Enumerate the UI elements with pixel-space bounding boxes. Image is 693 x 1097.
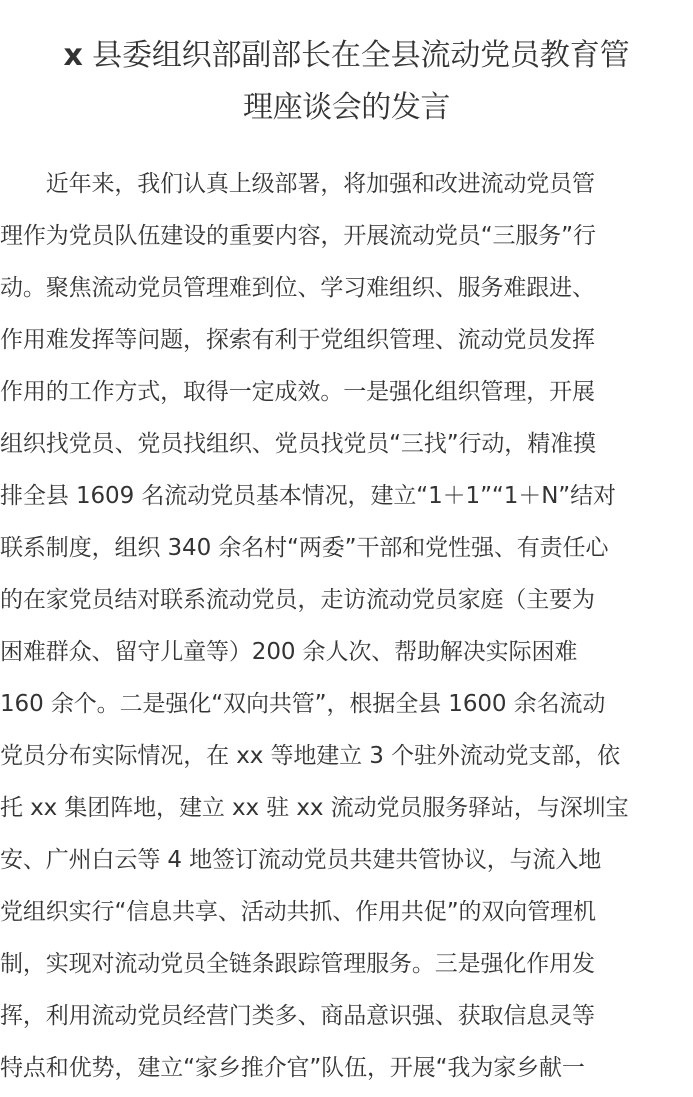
- body-line: 托 xx 集团阵地，建立 xx 驻 xx 流动党员服务驿站，与深圳宝: [0, 795, 629, 821]
- page-title: [0, 30, 693, 134]
- body-line: 160 余个。二是强化“双向共管”，根据全县 1600 余名流动: [0, 691, 606, 717]
- body-line: 作用难发挥等问题，探索有利于党组织管理、流动党员发挥: [0, 327, 595, 353]
- body-line: 党组织实行“信息共享、活动共抓、作用共促”的双向管理机: [0, 899, 596, 925]
- title-line-2: [0, 82, 693, 134]
- body-line: 作用的工作方式，取得一定成效。一是强化组织管理，开展: [0, 379, 595, 405]
- body-line: 理作为党员队伍建设的重要内容，开展流动党员“三服务”行: [0, 223, 596, 249]
- title-line-1: [0, 30, 693, 82]
- body-line: 挥，利用流动党员经营门类多、商品意识强、获取信息灵等: [0, 1003, 595, 1029]
- title-line-1-text: 县委组织部副部长在全县流动党员教育管: [82, 38, 630, 73]
- body-line: 联系制度，组织 340 余名村“两委”干部和党性强、有责任心: [0, 535, 609, 561]
- body-line: 近年来，我们认真上级部署，将加强和改进流动党员管: [0, 171, 595, 197]
- title-line-2-text: 理座谈会的发言: [243, 90, 450, 125]
- body-line: 安、广州白云等 4 地签订流动党员共建共管协议，与流入地: [0, 847, 602, 873]
- body-line: 特点和优势，建立“家乡推介官”队伍，开展“我为家乡献一: [0, 1055, 585, 1081]
- body-line: 的在家党员结对联系流动党员，走访流动党员家庭（主要为: [0, 587, 595, 613]
- body-line: 党员分布实际情况，在 xx 等地建立 3 个驻外流动党支部，依: [0, 743, 621, 769]
- body-line: 排全县 1609 名流动党员基本情况，建立“1＋1”“1＋N”结对: [0, 483, 616, 509]
- body-line: 动。聚焦流动党员管理难到位、学习难组织、服务难跟进、: [0, 275, 595, 301]
- body-line: 困难群众、留守儿童等）200 余人次、帮助解决实际困难: [0, 639, 578, 665]
- title-lead: x: [63, 38, 83, 73]
- body-line: 制，实现对流动党员全链条跟踪管理服务。三是强化作用发: [0, 951, 595, 977]
- body-paragraph: [0, 158, 693, 1094]
- body-line: 组织找党员、党员找组织、党员找党员“三找”行动，精准摸: [0, 431, 596, 457]
